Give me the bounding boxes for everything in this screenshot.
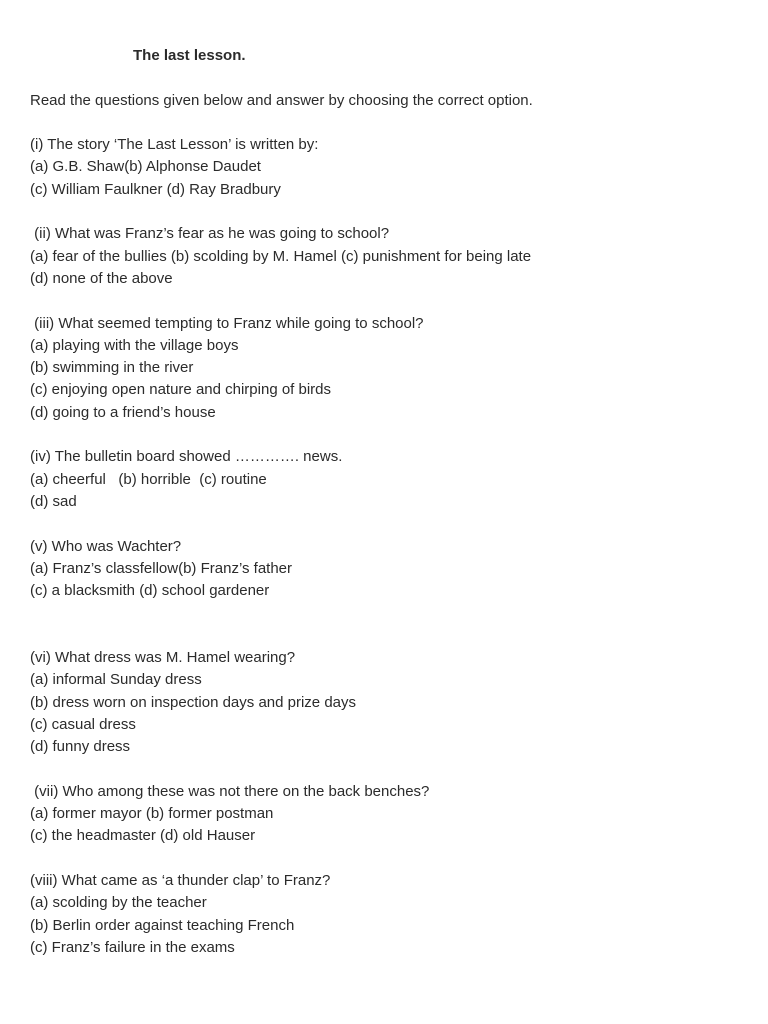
question-option: (b) swimming in the river xyxy=(30,359,194,377)
question-option: (a) Franz’s classfellow(b) Franz’s father xyxy=(30,559,293,577)
question-option: (c) William Faulkner (d) Ray Bradbury xyxy=(30,180,281,198)
question-option: (a) former mayor (b) former postman xyxy=(30,805,274,823)
question-option: (c) the headmaster (d) old Hauser xyxy=(30,827,256,845)
question-2 xyxy=(30,223,740,290)
question-option: (a) fear of the bullies (b) scolding by M. Hamel (c) punishment for being late xyxy=(30,247,532,265)
question-option: (b) Berlin order against teaching French xyxy=(30,916,295,934)
question-option: (c) Franz’s failure in the exams xyxy=(30,938,235,956)
question-6 xyxy=(30,647,740,758)
question-5 xyxy=(30,536,740,603)
question-stem: (v) Who was Wachter? xyxy=(30,537,182,555)
question-3 xyxy=(30,313,740,424)
instructions-text: Read the questions given below and answer by choosing the correct option. xyxy=(30,91,533,109)
question-option: (d) none of the above xyxy=(30,269,173,287)
document-body xyxy=(30,45,740,959)
question-7 xyxy=(30,781,740,848)
question-stem: (i) The story ‘The Last Lesson’ is written by: xyxy=(30,136,319,154)
question-stem: (vi) What dress was M. Hamel wearing? xyxy=(30,649,296,667)
question-stem: (vii) Who among these was not there on the back benches? xyxy=(30,782,430,800)
question-option: (a) cheerful (b) horrible (c) routine xyxy=(30,470,267,488)
question-stem: (iii) What seemed tempting to Franz while going to school? xyxy=(30,314,424,332)
question-option: (a) informal Sunday dress xyxy=(30,671,202,689)
question-stem: (iv) The bulletin board showed …………. news. xyxy=(30,448,343,466)
document-title: The last lesson. xyxy=(133,47,246,64)
question-1 xyxy=(30,134,740,201)
question-stem: (viii) What came as ‘a thunder clap’ to Franz? xyxy=(30,871,331,889)
question-option: (d) sad xyxy=(30,492,77,510)
question-option: (c) casual dress xyxy=(30,715,136,733)
question-option: (c) a blacksmith (d) school gardener xyxy=(30,582,270,600)
question-option: (c) enjoying open nature and chirping of birds xyxy=(30,381,332,399)
question-stem: (ii) What was Franz’s fear as he was going to school? xyxy=(30,225,390,243)
question-option: (a) G.B. Shaw(b) Alphonse Daudet xyxy=(30,158,261,176)
question-option: (a) playing with the village boys xyxy=(30,336,239,354)
question-8 xyxy=(30,870,740,959)
question-option: (d) funny dress xyxy=(30,738,131,756)
question-option: (a) scolding by the teacher xyxy=(30,894,207,912)
question-option: (d) going to a friend’s house xyxy=(30,403,216,421)
question-4 xyxy=(30,446,740,513)
question-option: (b) dress worn on inspection days and prize days xyxy=(30,693,357,711)
